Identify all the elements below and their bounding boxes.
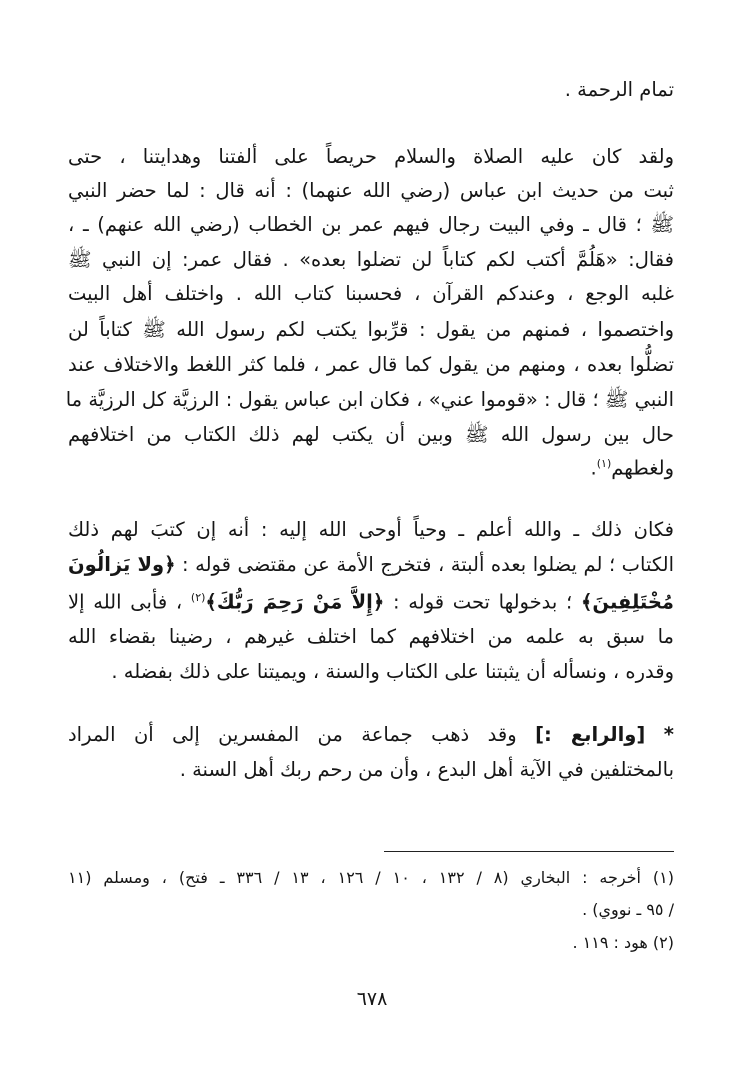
text-line [68,592,674,612]
footnote-ref: (١) [596,457,612,470]
text-line [591,458,674,478]
quran-quote: ﴿إِلاَّ مَنْ رَحِمَ رَبُّكَ﴾ [205,590,385,614]
text-line: ولقد كان عليه الصلاة والسلام حريصاً على ألفتنا وهدايتنا ، حتى [68,145,674,168]
text-line: تضلُّوا بعده ، ومنهم من يقول كما قال عمر ، فلما كثر اللغط والاختلاف عند [68,353,674,376]
line-text: ، فأبى الله إلا [68,590,183,614]
footnote-line: (١) أخرجه : البخاري (٨ / ١٣٢ ، ١٠ / ١٢٦ ، ١٣ / ٣٣٦ ـ فتح) ، ومسلم (١١ [68,868,674,887]
footnote-ref: (٢) [190,591,206,604]
text-line: فقال: «هَلُمَّ أكتب لكم كتاباً لن تضلوا بعده» . فقال عمر: إن النبي ﷺ [68,248,674,271]
line-text: وقد ذهب جماعة من المفسرين إلى أن المراد [68,723,517,746]
text-line: ﷺ ؛ قال ـ وفي البيت رجال فيهم عمر بن الخطاب (رضي الله عنهم) ـ ، [68,213,674,236]
text-line: غلبه الوجع ، وعندكم القرآن ، فحسبنا كتاب الله . واختلف أهل البيت [68,282,674,305]
line-text: ولغطهم [611,456,674,480]
text-line: ثبت من حديث ابن عباس (رضي الله عنهما) : أنه قال : لما حضر النبي [68,179,674,202]
footnote-line: (٢) هود : ١١٩ . [572,933,674,952]
text-line: بالمختلفين في الآية أهل البدع ، وأن من رحم ربك أهل السنة . [179,758,674,781]
footnote-line: / ٩٥ ـ نووي) . [582,900,674,919]
text-line: حال بين رسول الله ﷺ وبين أن يكتب لهم ذلك الكتاب من اختلافهم [68,423,674,446]
text-line: فكان ذلك ـ والله أعلم ـ وحياً أوحى الله إليه : أنه إن كتبَ لهم ذلك [68,518,674,541]
section-heading: [والرابع :] [535,723,646,746]
line-text: الكتاب ؛ لم يضلوا بعده ألبتة ، فتخرج الأمة عن مقتضى قوله : [182,553,674,576]
line-text: ؛ بدخولها تحت قوله : [393,590,573,614]
quran-quote: ﴿ولا يَزالُونَ [68,553,176,576]
text-line: النبي ﷺ ؛ قال : «قوموا عني» ، فكان ابن عباس يقول : الرزيَّة كل الرزيَّة ما [65,388,674,411]
text-line: وقدره ، ونسأله أن يثبتنا على الكتاب والسنة ، ويميتنا على ذلك بفضله . [111,660,674,683]
text-line: واختصموا ، فمنهم من يقول : قرِّبوا يكتب لكم رسول الله ﷺ كتاباً لن [68,318,674,341]
quran-quote: مُخْتَلِفِينَ﴾ [580,590,674,614]
line-text: . [590,456,597,480]
text-line [68,555,674,575]
text-line [68,725,674,745]
footnote-divider [384,851,674,852]
text-line: تمام الرحمة . [564,78,674,101]
text-line: ما سبق به علمه من اختلافهم كما اختلف غيرهم ، رضينا بقضاء الله [68,625,674,648]
page-number: ٦٧٨ [356,988,388,1010]
section-marker: * [663,723,674,746]
